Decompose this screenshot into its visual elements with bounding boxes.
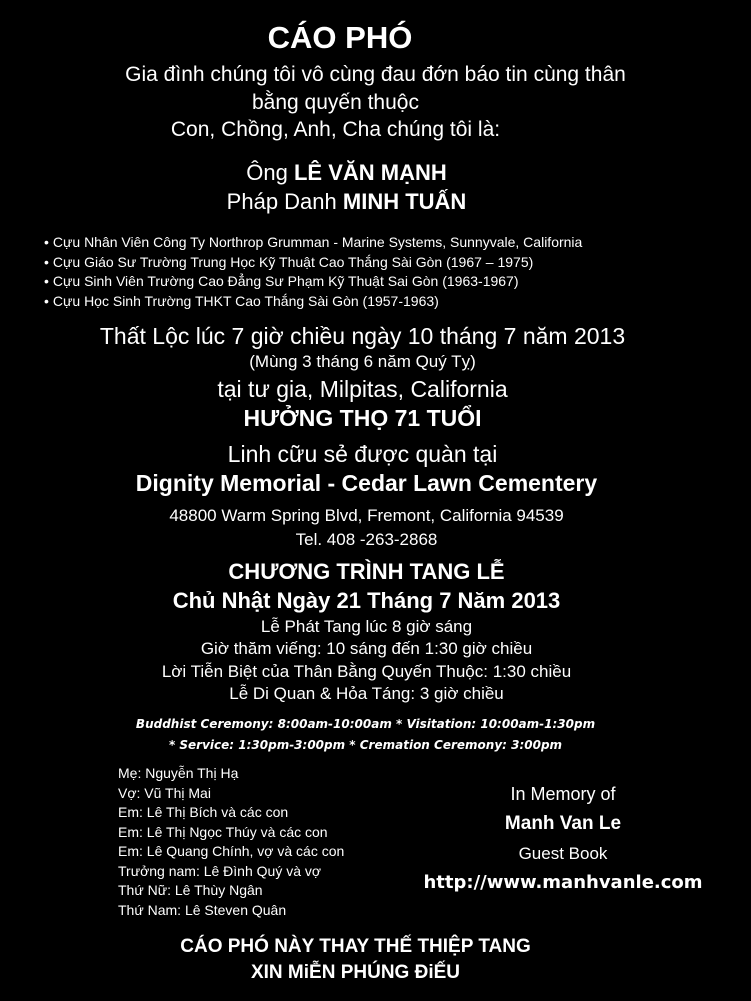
program-item: Lời Tiễn Biệt của Thân Bằng Quyến Thuộc: 1:30 chiều: [161, 662, 572, 681]
family-member: Thứ Nữ: Lê Thùy Ngân: [118, 882, 263, 898]
dharma-prefix: Pháp Danh: [226, 189, 337, 214]
family-member: Mẹ: Nguyễn Thị Hạ: [118, 765, 239, 781]
intro-line-3: Con, Chồng, Anh, Cha chúng tôi là:: [170, 118, 501, 141]
family-member: Trưởng nam: Lê Đình Quý và vợ: [118, 862, 322, 879]
footer-line-1: CÁO PHÓ NÀY THAY THẾ THIỆP TANG: [180, 936, 531, 957]
english-schedule-2: * Service: 1:30pm-3:00pm * Cremation Ceremony: 3:00pm: [168, 738, 563, 752]
bio-item: • Cựu Sinh Viên Trường Cao Đẳng Sư Phạm Kỹ Thuật Sai Gòn (1963-1967): [44, 272, 582, 292]
guest-book-label: Guest Book: [518, 844, 608, 863]
venue-name: Dignity Memorial - Cedar Lawn Cementery: [135, 470, 598, 496]
program-item: Giờ thăm viếng: 10 sáng đến 1:30 giờ chiều: [200, 639, 533, 658]
passing-place: tại tư gia, Milpitas, California: [217, 376, 508, 402]
venue-intro: Linh cữu sẻ được quàn tại: [227, 441, 498, 467]
name-prefix: Ông: [246, 160, 288, 185]
family-member: Vợ: Vũ Thị Mai: [118, 784, 211, 801]
venue-phone: Tel. 408 -263-2868: [295, 530, 438, 549]
dharma-value: MINH TUẤN: [342, 189, 467, 214]
memory-name: Manh Van Le: [504, 813, 622, 834]
bio-item: • Cựu Giáo Sư Trường Trung Học Kỹ Thuật Cao Thắng Sài Gòn (1967 – 1975): [44, 253, 582, 273]
guest-book-link[interactable]: http://www.manhvanle.com: [423, 872, 703, 893]
family-member: Thứ Nam: Lê Steven Quân: [118, 901, 287, 918]
deceased-name: [0, 159, 722, 187]
intro-line-2: bằng quyến thuộc: [252, 91, 419, 114]
intro-line-1: Gia đình chúng tôi vô cùng đau đớn báo tin cùng thân: [125, 63, 626, 86]
program-item: Lễ Phát Tang lúc 8 giờ sáng: [260, 617, 473, 636]
bio-list: [44, 233, 582, 311]
lunar-date: (Mùng 3 tháng 6 năm Quý Tỵ): [249, 352, 476, 371]
program-item: Lễ Di Quan & Hỏa Táng: 3 giờ chiều: [229, 684, 504, 703]
page-title: CÁO PHÓ: [267, 20, 413, 55]
bio-item: • Cựu Nhân Viên Công Ty Northrop Grumman - Marine Systems, Sunnyvale, California: [44, 233, 582, 253]
program-date: Chủ Nhật Ngày 21 Tháng 7 Năm 2013: [172, 588, 561, 613]
family-member: Em: Lê Thị Bích và các con: [118, 804, 289, 820]
footer-line-2: XIN MiỄN PHÚNG ĐiẾU: [250, 962, 461, 983]
venue-address: 48800 Warm Spring Blvd, Fremont, California 94539: [169, 506, 564, 525]
bio-item: • Cựu Học Sinh Trường THKT Cao Thắng Sài Gòn (1957-1963): [44, 292, 582, 312]
family-list: [118, 764, 344, 920]
age-line: HƯỞNG THỌ 71 TUỔI: [243, 405, 482, 431]
program-heading: CHƯƠNG TRÌNH TANG LỄ: [228, 559, 505, 584]
name-value: LÊ VĂN MẠNH: [293, 160, 447, 185]
family-member: Em: Lê Quang Chính, vợ và các con: [118, 843, 345, 859]
memory-heading: In Memory of: [510, 784, 616, 804]
dharma-name: [0, 188, 722, 216]
english-schedule-1: Buddhist Ceremony: 8:00am-10:00am * Visitation: 10:00am-1:30pm: [135, 717, 596, 731]
passing-date: Thất Lộc lúc 7 giờ chiều ngày 10 tháng 7 năm 2013: [99, 323, 626, 349]
family-member: Em: Lê Thị Ngọc Thúy và các con: [118, 823, 328, 840]
